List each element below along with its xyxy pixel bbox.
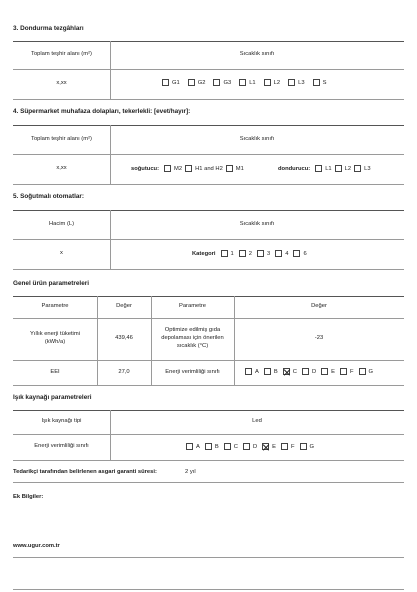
checkbox[interactable] — [302, 368, 309, 375]
sec3-value: x,xx — [56, 80, 67, 87]
class-option-label: 4 — [285, 250, 289, 257]
light-class-checkboxes — [186, 443, 319, 450]
class-option-label: B — [273, 368, 278, 375]
class-option-label: F — [291, 443, 295, 450]
class-option-label: G2 — [197, 79, 206, 86]
sec5-col2-header: Sıcaklık sınıfı — [239, 220, 275, 227]
divider — [13, 385, 404, 386]
divider — [13, 99, 404, 100]
checkbox[interactable] — [293, 250, 300, 257]
section3-title: 3. Dondurma tezgâhları — [13, 25, 84, 32]
sec4-col2-header: Sıcaklık sınıfı — [239, 135, 275, 142]
class-option-label: E — [331, 368, 335, 375]
eei-label: EEI — [50, 368, 60, 375]
checkbox[interactable] — [315, 165, 322, 172]
class-option-label: L2 — [273, 79, 281, 86]
class-option[interactable] — [313, 79, 327, 86]
class-option[interactable] — [245, 368, 259, 375]
checkbox[interactable] — [354, 165, 361, 172]
sec4-value: x,xx — [56, 165, 67, 172]
class-option[interactable] — [264, 79, 280, 86]
general-header-param1: Parametre — [41, 303, 69, 310]
class-option[interactable] — [239, 79, 255, 86]
checkbox[interactable] — [264, 79, 271, 86]
checkbox[interactable] — [243, 443, 250, 450]
category-label: Kategori — [192, 250, 216, 257]
class-option-label: A — [255, 368, 259, 375]
class-option[interactable] — [164, 165, 182, 172]
class-option-label: B — [214, 443, 219, 450]
divider — [13, 184, 404, 185]
class-option-label: H1 and H2 — [195, 165, 223, 172]
checkbox[interactable] — [186, 443, 193, 450]
section5-title: 5. Soğutmalı otomatlar: — [13, 193, 85, 200]
class-option-label: L1 — [249, 79, 256, 86]
class-option[interactable] — [288, 79, 304, 86]
class-option-label: C — [233, 443, 238, 450]
freezer-label: dondurucu: — [278, 165, 311, 172]
checkbox[interactable] — [264, 368, 271, 375]
general-header-param2: Parametre — [178, 303, 207, 310]
class-option-label: M1 — [235, 165, 244, 172]
sec4-col1-header: Toplam teşhir alanı (m²) — [31, 135, 92, 142]
checkbox[interactable] — [288, 79, 295, 86]
section4-title: 4. Süpermarket muhafaza dolapları, tekerlekli: [evet/hayır]: — [13, 108, 191, 115]
class-option-label: L2 — [344, 165, 352, 172]
checkbox[interactable] — [221, 250, 228, 257]
class-option-label: L3 — [364, 165, 371, 172]
class-option[interactable] — [162, 79, 180, 86]
class-option-label: G3 — [223, 79, 232, 86]
checkbox[interactable] — [185, 165, 192, 172]
class-option-label: A — [196, 443, 200, 450]
sec3-col1-header: Toplam teşhir alanı (m²) — [31, 51, 92, 58]
checkbox[interactable] — [162, 79, 169, 86]
sec3-col2-header: Sıcaklık sınıfı — [239, 51, 275, 58]
class-option[interactable] — [354, 165, 370, 172]
class-option[interactable] — [283, 368, 297, 375]
class-option-label: G1 — [172, 79, 180, 86]
class-option[interactable] — [185, 165, 223, 172]
checkbox[interactable] — [281, 443, 288, 450]
checkbox[interactable] — [164, 165, 171, 172]
class-option[interactable] — [300, 443, 315, 450]
class-option-label: L1 — [325, 165, 332, 172]
checkbox[interactable] — [262, 443, 269, 450]
light-type-value: Led — [252, 418, 262, 425]
divider — [13, 557, 404, 558]
checkbox[interactable] — [245, 368, 252, 375]
energy-class-label: Enerji verimliliği sınıfı — [165, 368, 220, 375]
class-option-label: G — [309, 443, 315, 450]
class-option[interactable] — [205, 443, 219, 450]
class-option-label: S — [322, 79, 327, 86]
class-option[interactable] — [188, 79, 206, 86]
checkbox[interactable] — [340, 368, 347, 375]
checkbox[interactable] — [313, 79, 320, 86]
class-option-label: 2 — [248, 250, 252, 257]
general-header-value2: Değer — [311, 303, 327, 310]
general-title: Genel ürün parametreleri — [13, 280, 90, 287]
class-option[interactable] — [275, 250, 288, 257]
checkbox[interactable] — [213, 79, 220, 86]
class-option-label: 6 — [303, 250, 307, 257]
class-option-label: E — [272, 443, 276, 450]
guarantee-value: 2 yıl — [185, 469, 196, 475]
class-option-label: 3 — [266, 250, 271, 257]
sec3-class-checkboxes — [162, 79, 334, 86]
class-option[interactable] — [340, 368, 354, 375]
annual-energy-value: 439,46 — [115, 335, 133, 342]
light-title: Işık kaynağı parametreleri — [13, 394, 92, 401]
light-class-label: Enerji verimliliği sınıfı — [34, 443, 89, 450]
eei-value: 27,0 — [118, 368, 130, 375]
checkbox[interactable] — [205, 443, 212, 450]
class-option-label: D — [252, 443, 258, 450]
checkbox[interactable] — [188, 79, 195, 86]
class-option[interactable] — [257, 250, 270, 257]
footer-url: www.ugur.com.tr — [13, 543, 60, 549]
class-option-label: 1 — [230, 250, 234, 257]
guarantee-label: Tedarikçi tarafından belirlenen asgari garanti süresi: — [13, 469, 157, 475]
class-option[interactable] — [359, 368, 374, 375]
recommended-temp-value: -23 — [314, 335, 324, 342]
class-option[interactable] — [335, 165, 351, 172]
sec5-category-checkboxes — [192, 250, 312, 257]
annual-energy-label: Yıllık enerji tüketimi (kWh/a) — [30, 331, 80, 345]
class-option[interactable] — [213, 79, 231, 86]
divider — [13, 460, 404, 461]
class-option[interactable] — [293, 250, 306, 257]
checkbox[interactable] — [257, 250, 264, 257]
sec5-col1-header: Hacim (L) — [48, 220, 75, 227]
class-option[interactable] — [226, 165, 244, 172]
checkbox[interactable] — [239, 250, 246, 257]
class-option[interactable] — [239, 250, 252, 257]
checkbox[interactable] — [283, 368, 290, 375]
checkbox[interactable] — [300, 443, 307, 450]
sec4-freezer-checkboxes — [278, 165, 374, 172]
class-option-label: G — [368, 368, 374, 375]
checkbox[interactable] — [224, 443, 231, 450]
class-option[interactable] — [262, 443, 276, 450]
class-option-label: F — [350, 368, 354, 375]
sec4-cooler-checkboxes — [131, 165, 247, 172]
class-option-label: D — [311, 368, 317, 375]
divider — [13, 589, 404, 590]
class-option-label: C — [292, 368, 297, 375]
energy-class-checkboxes — [245, 368, 378, 375]
class-option[interactable] — [281, 443, 295, 450]
class-option[interactable] — [243, 443, 257, 450]
checkbox[interactable] — [275, 250, 282, 257]
recommended-temp-label: Optimize edilmiş gıda depolaması için önerilen sıcaklık (°C) — [161, 327, 224, 349]
checkbox[interactable] — [335, 165, 342, 172]
checkbox[interactable] — [239, 79, 246, 86]
checkbox[interactable] — [321, 368, 328, 375]
sec5-value: x — [60, 250, 63, 257]
class-option[interactable] — [321, 368, 335, 375]
divider — [13, 269, 404, 270]
class-option[interactable] — [224, 443, 238, 450]
checkbox[interactable] — [226, 165, 233, 172]
light-type-label: Işık kaynağı tipi — [41, 418, 82, 425]
class-option-label: L3 — [298, 79, 305, 86]
general-header-value1: Değer — [116, 303, 132, 310]
checkbox[interactable] — [359, 368, 366, 375]
class-option[interactable] — [221, 250, 234, 257]
class-option[interactable] — [315, 165, 331, 172]
class-option[interactable] — [186, 443, 200, 450]
extra-info-label: Ek Bilgiler: — [13, 494, 44, 500]
cooler-label: soğutucu: — [131, 165, 160, 172]
class-option[interactable] — [264, 368, 278, 375]
divider — [13, 482, 404, 483]
class-option-label: M2 — [174, 165, 183, 172]
class-option[interactable] — [302, 368, 316, 375]
